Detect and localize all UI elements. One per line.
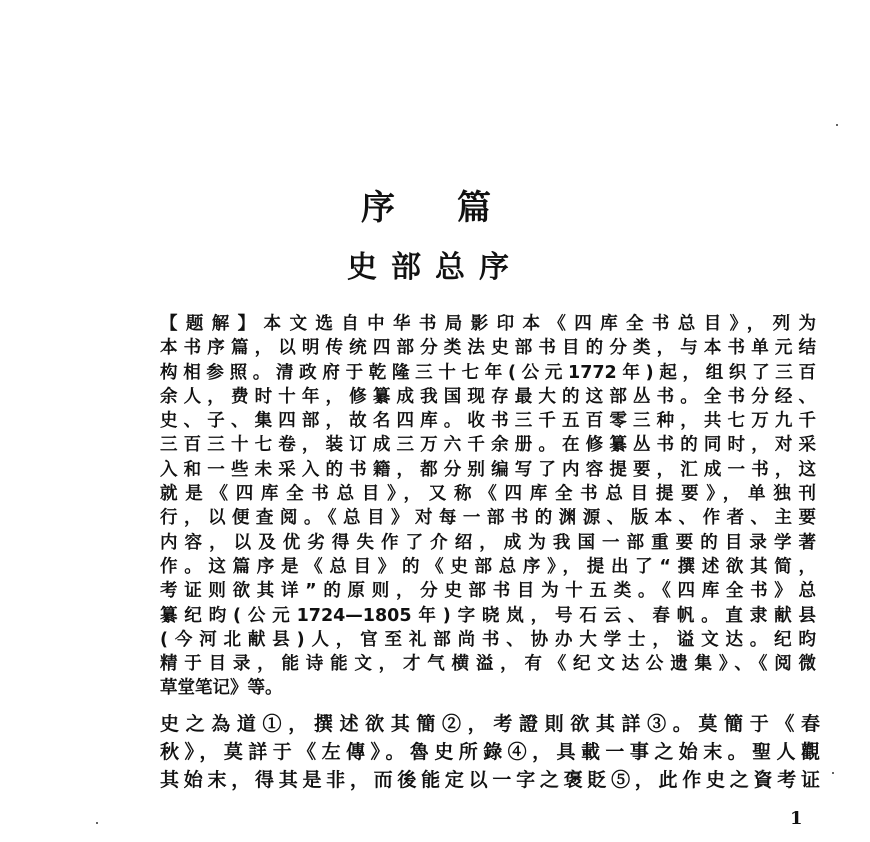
abstract-line: 【题解】本文选自中华书局影印本《四库全书总目》，列为 bbox=[160, 314, 816, 334]
abstract-line: (今河北献县)人，官至礼部尚书、协办大学士，谥文达。纪昀 bbox=[160, 629, 816, 650]
abstract-line: 余人，费时十年，修纂成我国现存最大的这部丛书。全书分经、 bbox=[160, 386, 816, 407]
scan-speck bbox=[832, 772, 834, 774]
body-paragraph bbox=[160, 710, 820, 794]
abstract-line: 精于目录，能诗能文，才气横溢，有《纪文达公遗集》、《阅微 bbox=[160, 654, 816, 675]
section-heading bbox=[0, 186, 870, 230]
abstract-line: 三百三十七卷，装订成三万六千余册。在修纂丛书的同时，对采 bbox=[160, 435, 816, 456]
abstract-line: 内容，以及优劣得失作了介绍，成为我国一部重要的目录学著 bbox=[160, 532, 816, 553]
abstract-line: 草堂笔记》等。 bbox=[160, 678, 283, 699]
section-heading-char-1: 序 bbox=[361, 188, 413, 228]
abstract-line: 史、子、集四部，故名四库。收书三千五百零三种，共七万九千 bbox=[160, 411, 816, 432]
section-heading-char-2: 篇 bbox=[457, 188, 509, 228]
abstract-line: 本书序篇，以明传统四部分类法史部书目的分类，与本书单元结 bbox=[160, 338, 816, 359]
scan-speck bbox=[836, 124, 838, 126]
body-line: 其始末，得其是非，而後能定以一字之褒貶⑤，此作史之資考证 bbox=[160, 769, 820, 791]
article-title: 史部总序 bbox=[347, 250, 523, 285]
abstract-paragraph bbox=[160, 312, 816, 701]
abstract-line: 行，以便查阅。《总目》对每一部书的渊源、版本、作者、主要 bbox=[160, 508, 816, 529]
abstract-line: 入和一些未采入的书籍，都分别编写了内容提要，汇成一书，这 bbox=[160, 459, 816, 480]
body-line: 秋》，莫詳于《左傳》。魯史所錄④，具載一事之始末。聖人觀 bbox=[160, 741, 820, 763]
abstract-line: 纂纪昀(公元1724—1805年)字晓岚，号石云、春帆。直隶献县 bbox=[160, 605, 816, 626]
abstract-line: 作。这篇序是《总目》的《史部总序》，提出了“撰述欲其简， bbox=[160, 556, 816, 577]
body-line: 史之為道①，撰述欲其簡②，考證則欲其詳③。莫簡于《春 bbox=[160, 713, 820, 735]
abstract-line: 就是《四库全书总目》，又称《四库全书总目提要》，单独刊 bbox=[160, 484, 816, 505]
abstract-line: 考证则欲其详”的原则，分史部书目为十五类。《四库全书》总 bbox=[160, 581, 816, 602]
page-number: 1 bbox=[790, 808, 803, 829]
abstract-line: 构相参照。清政府于乾隆三十七年(公元1772年)起，组织了三百 bbox=[160, 362, 816, 383]
scan-speck bbox=[96, 822, 98, 824]
